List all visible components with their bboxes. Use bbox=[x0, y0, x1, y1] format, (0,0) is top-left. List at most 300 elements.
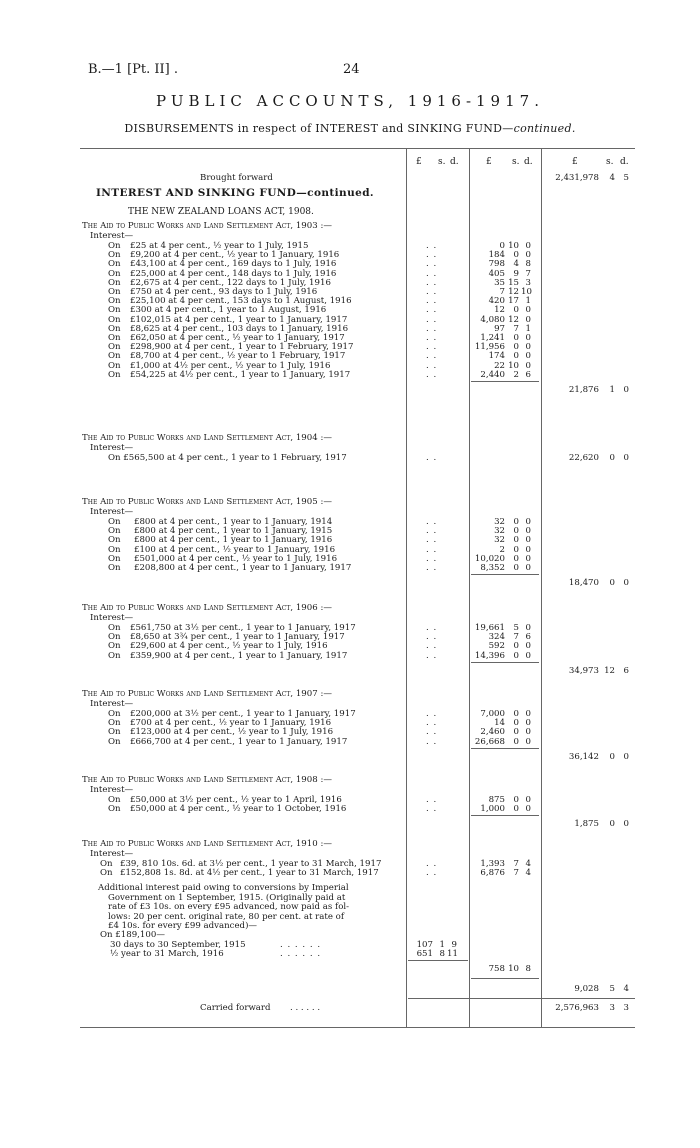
leader-dots: . . bbox=[426, 623, 438, 633]
line-amount-pence: 7 bbox=[525, 268, 531, 279]
column-header-1 bbox=[412, 157, 464, 169]
line-amount-shillings: 0 bbox=[513, 526, 519, 537]
line-description: £700 at 4 per cent., ½ year to 1 January, 1916 bbox=[130, 718, 332, 729]
leader-dots: . . bbox=[426, 718, 438, 729]
act-1906-total-pence: 6 bbox=[623, 665, 629, 676]
line-amount-shillings: 12 bbox=[508, 314, 519, 325]
brought-forward-pence: 5 bbox=[623, 173, 629, 183]
line-amount-shillings: 0 bbox=[513, 305, 519, 316]
act-1903-total-pence: 0 bbox=[623, 385, 629, 395]
act-1910-line bbox=[80, 868, 635, 879]
line-amount-shillings: 17 bbox=[508, 296, 519, 307]
total-rule bbox=[408, 998, 635, 999]
ledger-table bbox=[80, 148, 635, 1028]
line-amount-shillings: 0 bbox=[513, 650, 519, 661]
line-amount-shillings: 0 bbox=[513, 535, 519, 546]
line-amount-pounds: 1,000 bbox=[480, 804, 505, 815]
line-prefix: On bbox=[108, 623, 121, 633]
act-1910-sub-line bbox=[80, 949, 635, 960]
line-description: £800 at 4 per cent., 1 year to 1 January, 1914 bbox=[134, 517, 333, 527]
act-1906-total-row bbox=[80, 666, 635, 677]
line-prefix: On bbox=[108, 369, 121, 380]
act-1910-subtotal-row bbox=[80, 964, 635, 975]
total-rule bbox=[471, 978, 539, 979]
line-amount-shillings: 0 bbox=[513, 544, 519, 555]
line-amount-pence: 0 bbox=[525, 526, 531, 537]
line-prefix: On bbox=[108, 287, 121, 297]
line-amount-pence: 0 bbox=[525, 718, 531, 729]
line-amount-pence: 0 bbox=[525, 241, 531, 251]
line-description: £666,700 at 4 per cent., 1 year to 1 January, 1917 bbox=[130, 736, 348, 747]
line-description: £25,100 at 4 per cent., 153 days to 1 August, 1916 bbox=[130, 296, 352, 307]
line-amount-pounds: 2,440 bbox=[480, 369, 505, 380]
leader-dots: . . bbox=[426, 453, 438, 463]
leader-dots: . . bbox=[426, 342, 438, 353]
shilling-header: s. bbox=[606, 157, 614, 167]
line-amount-pence: 0 bbox=[525, 623, 531, 633]
leader-dots: . . bbox=[426, 259, 438, 270]
line-prefix: On bbox=[108, 535, 121, 546]
leader-dots: . . bbox=[426, 736, 438, 747]
line-amount-pence: 0 bbox=[525, 517, 531, 527]
leader-dots: . . bbox=[426, 323, 438, 334]
leader-dots: . . bbox=[426, 333, 438, 343]
act-1908-total-pounds: 1,875 bbox=[574, 819, 599, 830]
additional-text: lows: 20 per cent. original rate, 80 per cent. at rate of bbox=[108, 911, 345, 922]
line-amount-pence: 0 bbox=[525, 553, 531, 564]
document-reference: B.—1 [Pt. II] . bbox=[88, 62, 179, 77]
total-rule bbox=[471, 662, 539, 663]
line-amount-shillings: 2 bbox=[513, 369, 519, 380]
line-amount-pounds: 0 bbox=[499, 241, 505, 251]
line-amount-pounds: 32 bbox=[494, 535, 505, 546]
line-amount-pounds: 19,661 bbox=[474, 623, 505, 633]
line-amount-pounds: 405 bbox=[488, 268, 505, 279]
line-prefix: On bbox=[100, 859, 113, 869]
line-description: £39, 810 10s. 6d. at 3½ per cent., 1 year to 31 March, 1917 bbox=[120, 859, 382, 869]
line-description: ½ year to 31 March, 1916 bbox=[110, 949, 224, 960]
line-prefix: On bbox=[108, 268, 121, 279]
total-rule bbox=[471, 815, 539, 816]
line-amount-pence: 0 bbox=[525, 544, 531, 555]
line-description: £800 at 4 per cent., 1 year to 1 January, 1916 bbox=[134, 535, 333, 546]
line-description: £561,750 at 3½ per cent., 1 year to 1 January, 1917 bbox=[130, 623, 356, 633]
line-amount-pence: 0 bbox=[525, 360, 531, 371]
carried-forward-pounds: 2,576,963 bbox=[555, 1003, 599, 1013]
act-1910-total-shillings: 5 bbox=[609, 983, 615, 994]
pound-header: £ bbox=[572, 157, 578, 167]
line-amount-shillings: 0 bbox=[513, 342, 519, 353]
line-description: £25,000 at 4 per cent., 148 days to 1 July, 1916 bbox=[130, 268, 337, 279]
line-amount-pounds: 1,393 bbox=[480, 859, 505, 869]
line-amount-pence: 4 bbox=[525, 859, 531, 869]
act-1906-total-shillings: 12 bbox=[604, 665, 615, 676]
line-amount-pence: 0 bbox=[525, 351, 531, 362]
leader-dots: . . bbox=[426, 369, 438, 380]
page-header bbox=[88, 62, 648, 80]
line-amount-shillings: 0 bbox=[513, 517, 519, 527]
line-description: £298,900 at 4 per cent., 1 year to 1 February, 1917 bbox=[130, 342, 354, 353]
act-1906-total-pounds: 34,973 bbox=[568, 665, 599, 676]
line-description: £62,050 at 4 per cent., ½ year to 1 January, 1917 bbox=[130, 333, 345, 343]
act-1904-total-pence: 0 bbox=[623, 453, 629, 463]
leader-dots: . . bbox=[426, 277, 438, 288]
line-amount-shillings: 0 bbox=[513, 736, 519, 747]
line-description: £359,900 at 4 per cent., 1 year to 1 January, 1917 bbox=[130, 650, 348, 661]
line-description: £43,100 at 4 per cent., 169 days to 1 July, 1916 bbox=[130, 259, 337, 270]
line-amount-pounds: 1,241 bbox=[480, 333, 505, 343]
line-amount-shillings: 0 bbox=[513, 553, 519, 564]
line-amount-pounds: 97 bbox=[494, 323, 505, 334]
line-amount-pence: 1 bbox=[525, 296, 531, 307]
line-prefix: On bbox=[108, 795, 121, 805]
line-prefix: On bbox=[108, 259, 121, 270]
line-prefix: On bbox=[108, 804, 121, 815]
line-prefix: On bbox=[108, 727, 121, 738]
line-prefix: On bbox=[108, 296, 121, 307]
leader-dots: . . bbox=[426, 804, 438, 815]
line-amount-shillings: 15 bbox=[508, 277, 519, 288]
line-description: £29,600 at 4 per cent., ½ year to 1 July, 1916 bbox=[130, 641, 328, 652]
leader-dots: . . bbox=[426, 553, 438, 564]
act-1905-interest-label: Interest— bbox=[90, 507, 134, 517]
act-1904-total-pounds: 22,620 bbox=[568, 453, 599, 463]
act-1907-total-pounds: 36,142 bbox=[568, 751, 599, 762]
page-subtitle bbox=[0, 122, 700, 135]
line-amount-shillings: 0 bbox=[513, 351, 519, 362]
leader-dots: . . bbox=[426, 351, 438, 362]
act-1905-total-pounds: 18,470 bbox=[568, 578, 599, 589]
line-amount-shillings: 0 bbox=[513, 563, 519, 573]
line-amount-shillings: 0 bbox=[513, 641, 519, 652]
act-1903-heading: The Aid to Public Works and Land Settlement Act, 1903 :— bbox=[82, 221, 332, 231]
act-1910-interest-label: Interest— bbox=[90, 849, 134, 859]
line-prefix: On bbox=[108, 632, 121, 643]
line-description: £8,650 at 3¾ per cent., 1 year to 1 January, 1917 bbox=[130, 632, 345, 643]
line-amount-pounds: 32 bbox=[494, 517, 505, 527]
line-amount-shillings: 12 bbox=[508, 287, 519, 297]
line-prefix: On bbox=[108, 650, 121, 661]
line-amount-pounds: 11,956 bbox=[474, 342, 505, 353]
line-amount-pounds: 7 bbox=[499, 287, 505, 297]
line-amount-pounds: 174 bbox=[488, 351, 505, 362]
line-amount-pounds: 324 bbox=[488, 632, 505, 643]
line-amount-pounds: 184 bbox=[488, 250, 505, 261]
line-amount-pounds: 875 bbox=[488, 795, 505, 805]
leader-dots: . . bbox=[426, 526, 438, 537]
sub-amount-shillings: 8 bbox=[439, 949, 445, 960]
line-prefix: On bbox=[108, 250, 121, 261]
act-1904-line bbox=[80, 453, 635, 464]
line-prefix: On bbox=[108, 553, 121, 564]
line-prefix: On bbox=[108, 241, 121, 251]
additional-text: On £189,100— bbox=[100, 930, 165, 941]
pound-header: £ bbox=[416, 157, 422, 167]
line-amount-shillings: 4 bbox=[513, 259, 519, 270]
leader-dots: . . bbox=[426, 305, 438, 316]
act-1903-line bbox=[80, 370, 635, 381]
line-amount-pounds: 35 bbox=[494, 277, 505, 288]
leader-dots: . . bbox=[426, 268, 438, 279]
leader-dots: . . bbox=[426, 360, 438, 371]
line-description: £9,200 at 4 per cent., ½ year to 1 January, 1916 bbox=[130, 250, 340, 261]
line-description: £25 at 4 per cent., ½ year to 1 July, 1915 bbox=[130, 241, 309, 251]
act-1910-total-pounds: 9,028 bbox=[574, 983, 599, 994]
line-amount-pence: 4 bbox=[525, 868, 531, 879]
act-1908-total-shillings: 0 bbox=[609, 819, 615, 830]
act-1903-total-pounds: 21,876 bbox=[568, 385, 599, 395]
line-amount-pence: 0 bbox=[525, 342, 531, 353]
line-amount-shillings: 7 bbox=[513, 632, 519, 643]
act-1903-total-shillings: 1 bbox=[609, 385, 615, 395]
line-prefix: On bbox=[108, 709, 121, 719]
leader-dots: . . bbox=[426, 544, 438, 555]
line-description: £54,225 at 4½ per cent., 1 year to 1 January, 1917 bbox=[130, 369, 351, 380]
line-amount-pence: 3 bbox=[525, 277, 531, 288]
line-amount-pence: 0 bbox=[525, 641, 531, 652]
line-description: 30 days to 30 September, 1915 bbox=[110, 939, 246, 950]
line-amount-shillings: 0 bbox=[513, 804, 519, 815]
line-amount-pence: 0 bbox=[525, 795, 531, 805]
line-amount-pounds: 22 bbox=[494, 360, 505, 371]
line-amount-shillings: 0 bbox=[513, 727, 519, 738]
leader-dots: . . bbox=[426, 868, 438, 879]
line-prefix: On bbox=[108, 526, 121, 537]
line-amount-pounds: 14,396 bbox=[474, 650, 505, 661]
line-prefix: On bbox=[108, 517, 121, 527]
line-amount-shillings: 10 bbox=[508, 360, 519, 371]
act-1904-total-shillings: 0 bbox=[609, 453, 615, 463]
leader-dots: . . bbox=[426, 314, 438, 325]
section-title-row bbox=[80, 189, 635, 200]
line-prefix: On bbox=[108, 736, 121, 747]
carried-forward-row bbox=[80, 1003, 635, 1014]
act-1905-total-row bbox=[80, 578, 635, 589]
act-1906-line bbox=[80, 651, 635, 662]
line-prefix: On bbox=[108, 305, 121, 316]
act-1910-subtotal-pence: 8 bbox=[525, 963, 531, 974]
line-prefix: On bbox=[100, 868, 113, 879]
line-amount-pence: 8 bbox=[525, 259, 531, 270]
act-1908-line bbox=[80, 804, 635, 815]
leader-dots: . . bbox=[426, 250, 438, 261]
line-amount-shillings: 7 bbox=[513, 859, 519, 869]
line-description: £8,625 at 4 per cent., 103 days to 1 January, 1916 bbox=[130, 323, 349, 334]
line-amount-shillings: 0 bbox=[513, 250, 519, 261]
brought-forward-row bbox=[80, 173, 635, 184]
line-description: £102,015 at 4 per cent., 1 year to 1 January, 1917 bbox=[130, 314, 348, 325]
line-amount-shillings: 0 bbox=[513, 795, 519, 805]
brought-forward-pounds: 2,431,978 bbox=[555, 173, 599, 183]
act-1910-subtotal-pounds: 758 bbox=[488, 963, 505, 974]
line-amount-pounds: 4,080 bbox=[480, 314, 505, 325]
line-amount-pence: 0 bbox=[525, 250, 531, 261]
shilling-header: s. bbox=[438, 157, 446, 167]
total-rule bbox=[471, 748, 539, 749]
act-1905-heading: The Aid to Public Works and Land Settlement Act, 1905 :— bbox=[82, 497, 332, 507]
line-prefix: On bbox=[108, 563, 121, 573]
line-amount-pounds: 8,352 bbox=[480, 563, 505, 573]
leader-dots: . . bbox=[426, 296, 438, 307]
total-rule bbox=[408, 960, 468, 961]
leader-dots: . . bbox=[426, 795, 438, 805]
leader-dots: . . bbox=[426, 563, 438, 573]
column-header-3 bbox=[546, 157, 630, 169]
act-1908-interest-label: Interest— bbox=[90, 785, 134, 795]
act-1910-total-row bbox=[80, 984, 635, 995]
line-description: £123,000 at 4 per cent., ½ year to 1 July, 1916 bbox=[130, 727, 334, 738]
line-amount-pence: 0 bbox=[525, 709, 531, 719]
act-1906-interest-label: Interest— bbox=[90, 613, 134, 623]
leader-dots: . . bbox=[426, 641, 438, 652]
act-1905-total-pence: 0 bbox=[623, 578, 629, 589]
line-description: £50,000 at 3½ per cent., ½ year to 1 April, 1916 bbox=[130, 795, 342, 805]
section-title: INTEREST AND SINKING FUND—continued. bbox=[96, 187, 374, 199]
act-1908-total-pence: 0 bbox=[623, 819, 629, 830]
act-1907-heading: The Aid to Public Works and Land Settlement Act, 1907 :— bbox=[82, 689, 332, 699]
leader-dots: . . bbox=[426, 535, 438, 546]
total-rule bbox=[471, 574, 539, 575]
line-prefix: On bbox=[108, 342, 121, 353]
line-amount-pounds: 32 bbox=[494, 526, 505, 537]
act-1906-heading: The Aid to Public Works and Land Settlement Act, 1906 :— bbox=[82, 603, 332, 613]
line-amount-pence: 0 bbox=[525, 804, 531, 815]
line-amount-pence: 0 bbox=[525, 563, 531, 573]
line-amount-pounds: 592 bbox=[488, 641, 505, 652]
leader-dots: . . . . . . bbox=[290, 1003, 321, 1013]
leader-dots: . . . . . . bbox=[280, 949, 322, 960]
line-description: £2,675 at 4 per cent., 122 days to 1 July, 1916 bbox=[130, 277, 331, 288]
line-amount-pence: 0 bbox=[525, 736, 531, 747]
line-description: £750 at 4 per cent., 93 days to 1 July, 1916 bbox=[130, 287, 318, 297]
line-amount-shillings: 0 bbox=[513, 709, 519, 719]
pound-header: £ bbox=[486, 157, 492, 167]
sub-amount-pounds: 651 bbox=[416, 949, 433, 960]
act-1907-interest-label: Interest— bbox=[90, 699, 134, 709]
shilling-header: s. bbox=[512, 157, 520, 167]
line-amount-pence: 6 bbox=[525, 369, 531, 380]
line-amount-pence: 0 bbox=[525, 305, 531, 316]
act-1907-total-shillings: 0 bbox=[609, 751, 615, 762]
page-number: 24 bbox=[343, 62, 360, 77]
line-description: £800 at 4 per cent., 1 year to 1 January, 1915 bbox=[134, 526, 333, 537]
line-amount-shillings: 9 bbox=[513, 268, 519, 279]
line-prefix: On bbox=[108, 360, 121, 371]
line-amount-pounds: 798 bbox=[488, 259, 505, 270]
carried-forward-shillings: 3 bbox=[609, 1003, 615, 1013]
act-1905-line bbox=[80, 563, 635, 574]
sub-amount-shillings: 1 bbox=[439, 939, 445, 950]
act-1903-interest-label: Interest— bbox=[90, 231, 134, 241]
additional-text: rate of £3 10s. on every £95 advanced, now paid as fol- bbox=[108, 902, 350, 913]
act-title-row bbox=[80, 207, 635, 218]
line-prefix: On bbox=[108, 314, 121, 325]
act-1907-line bbox=[80, 737, 635, 748]
line-amount-shillings: 0 bbox=[513, 718, 519, 729]
total-rule bbox=[471, 381, 539, 382]
line-amount-pence: 0 bbox=[525, 314, 531, 325]
leader-dots: . . bbox=[426, 727, 438, 738]
line-description: £152,808 1s. 8d. at 4½ per cent., 1 year to 31 March, 1917 bbox=[120, 868, 379, 879]
pence-header: d. bbox=[450, 157, 459, 167]
leader-dots: . . bbox=[426, 241, 438, 251]
line-description: £501,000 at 4 per cent., ½ year to 1 July, 1916 bbox=[134, 553, 338, 564]
line-amount-shillings: 7 bbox=[513, 323, 519, 334]
sub-amount-pence: 9 bbox=[451, 939, 457, 950]
leader-dots: . . . . . . bbox=[280, 939, 322, 950]
line-amount-shillings: 7 bbox=[513, 868, 519, 879]
sub-amount-pence: 11 bbox=[447, 949, 458, 960]
page-title: PUBLIC ACCOUNTS, 1916-1917. bbox=[156, 92, 544, 110]
line-amount-pounds: 2 bbox=[499, 544, 505, 555]
act-1907-total-pence: 0 bbox=[623, 751, 629, 762]
line-description: £8,700 at 4 per cent., ½ year to 1 February, 1917 bbox=[130, 351, 346, 362]
additional-text: £4 10s. for every £99 advanced)— bbox=[108, 921, 258, 931]
leader-dots: . . bbox=[426, 517, 438, 527]
line-amount-pounds: 10,020 bbox=[474, 553, 505, 564]
line-amount-pence: 0 bbox=[525, 727, 531, 738]
line-amount-shillings: 0 bbox=[513, 333, 519, 343]
additional-text: Additional interest paid owing to conversions by Imperial bbox=[98, 883, 349, 894]
leader-dots: . . bbox=[426, 859, 438, 869]
act-1905-total-shillings: 0 bbox=[609, 578, 615, 589]
line-prefix: On bbox=[108, 351, 121, 362]
act-1910-heading: The Aid to Public Works and Land Settlement Act, 1910 :— bbox=[82, 839, 332, 849]
line-description: £208,800 at 4 per cent., 1 year to 1 January, 1917 bbox=[134, 563, 352, 573]
line-amount-pounds: 26,668 bbox=[474, 736, 505, 747]
sub-amount-pounds: 107 bbox=[416, 939, 433, 950]
additional-text: Government on 1 September, 1915. (Originally paid at bbox=[108, 892, 346, 903]
line-prefix: On bbox=[108, 323, 121, 334]
line-description: £200,000 at 3½ per cent., 1 year to 1 January, 1917 bbox=[130, 709, 356, 719]
leader-dots: . . bbox=[426, 632, 438, 643]
line-amount-pence: 10 bbox=[521, 287, 532, 297]
leader-dots: . . bbox=[426, 650, 438, 661]
line-description: £300 at 4 per cent., 1 year to 1 August, 1916 bbox=[130, 305, 327, 316]
line-description: On £565,500 at 4 per cent., 1 year to 1 February, 1917 bbox=[108, 453, 347, 463]
line-amount-pounds: 6,876 bbox=[480, 868, 505, 879]
pence-header: d. bbox=[620, 157, 629, 167]
pence-header: d. bbox=[524, 157, 533, 167]
act-1904-interest-label: Interest— bbox=[90, 443, 134, 453]
line-prefix: On bbox=[108, 641, 121, 652]
line-amount-shillings: 10 bbox=[508, 241, 519, 251]
line-amount-pence: 0 bbox=[525, 535, 531, 546]
line-amount-pounds: 420 bbox=[488, 296, 505, 307]
line-amount-pounds: 2,460 bbox=[480, 727, 505, 738]
line-amount-pence: 0 bbox=[525, 333, 531, 343]
line-amount-pounds: 12 bbox=[494, 305, 505, 316]
column-header-2 bbox=[476, 157, 536, 169]
line-amount-pounds: 7,000 bbox=[480, 709, 505, 719]
line-prefix: On bbox=[108, 718, 121, 729]
line-description: £1,000 at 4½ per cent., ½ year to 1 July, 1916 bbox=[130, 360, 331, 371]
line-prefix: On bbox=[108, 333, 121, 343]
brought-forward-label: Brought forward bbox=[200, 173, 273, 183]
line-amount-shillings: 5 bbox=[513, 623, 519, 633]
line-amount-pence: 1 bbox=[525, 323, 531, 334]
act-1907-total-row bbox=[80, 752, 635, 763]
line-prefix: On bbox=[108, 544, 121, 555]
act-1908-heading: The Aid to Public Works and Land Settlement Act, 1908 :— bbox=[82, 775, 332, 785]
act-1910-subtotal-shillings: 10 bbox=[508, 963, 519, 974]
leader-dots: . . bbox=[426, 287, 438, 297]
act-title: THE NEW ZEALAND LOANS ACT, 1908. bbox=[128, 207, 314, 217]
subtitle-italic: continued. bbox=[513, 122, 576, 135]
carried-forward-label: Carried forward bbox=[200, 1003, 271, 1013]
carried-forward-pence: 3 bbox=[623, 1003, 629, 1013]
line-description: £50,000 at 4 per cent., ½ year to 1 October, 1916 bbox=[130, 804, 347, 815]
